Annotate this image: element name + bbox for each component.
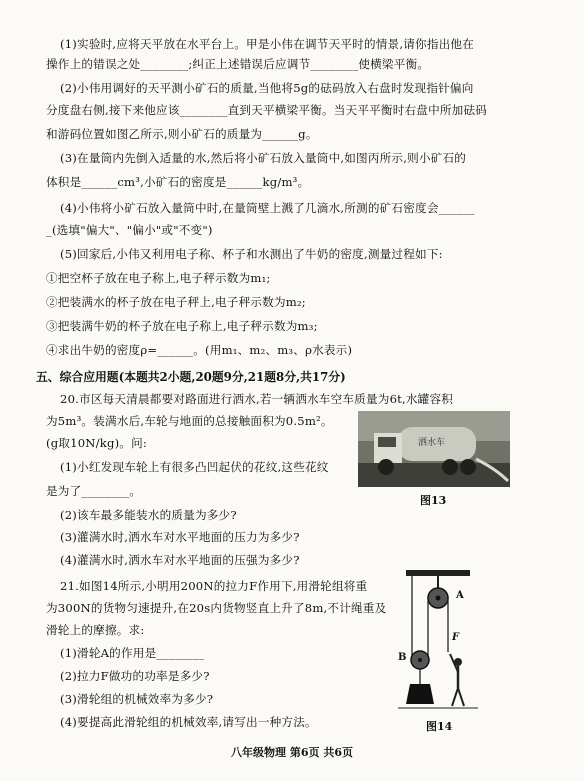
- q20-line: (3)灌满水时,洒水车对水平地面的压力为多少?: [60, 530, 300, 544]
- q20-line: (4)灌满水时,洒水车对水平地面的压强为多少?: [60, 553, 300, 567]
- q21-line: 滑轮上的摩擦。求:: [46, 623, 145, 637]
- truck-label: 洒水车: [418, 438, 446, 448]
- q21-line: 21.如图14所示,小明用200N的拉力F作用下,用滑轮组将重: [60, 579, 368, 593]
- q21-line: (2)拉力F做功的功率是多少?: [60, 669, 210, 683]
- q21-line: (4)要提高此滑轮组的机械效率,请写出一种方法。: [60, 715, 317, 729]
- q20-line: (1)小红发现车轮上有很多凸凹起伏的花纹,这些花纹: [60, 460, 329, 474]
- q21-line: 为300N的货物匀速提升,在20s内货物竖直上升了8m,不计绳重及: [46, 601, 387, 615]
- q2-line: (2)小伟用调好的天平测小矿石的质量,当他将5g的砝码放入右盘时发现指针偏向: [60, 81, 474, 95]
- figure-13-caption: 图13: [420, 494, 447, 507]
- q3-line-cont: 体积是______cm³,小矿石的密度是______kg/m³。: [46, 175, 310, 189]
- q20-line: 为5m³。装满水后,车轮与地面的总接触面积为0.5m²。: [46, 414, 333, 428]
- q5-step2: ②把装满水的杯子放在电子秤上,电子秤示数为m₂;: [46, 295, 306, 309]
- page-footer: 八年级物理 第6页 共6页: [231, 746, 353, 759]
- pulley-a-label: A: [456, 590, 464, 601]
- q4-line-cont: _(选填"偏大"、"偏小"或"不变"): [46, 223, 213, 237]
- q5-step4: ④求出牛奶的密度ρ=______。(用m₁、m₂、m₃、ρ水表示): [46, 343, 353, 357]
- figure-14-caption: 图14: [426, 720, 453, 733]
- q3-line: (3)在量筒内先倒入适量的水,然后将小矿石放入量筒中,如图丙所示,则小矿石的: [60, 151, 467, 165]
- q20-line: 是为了________。: [46, 484, 142, 498]
- figure-13-truck-photo: [358, 411, 510, 487]
- q5-step3: ③把装满牛奶的杯子放在电子称上,电子秤示数为m₃;: [46, 319, 318, 333]
- q5-step1: ①把空杯子放在电子称上,电子秤示数为m₁;: [46, 271, 271, 285]
- force-f-label: F: [452, 632, 460, 643]
- q20-line: (g取10N/kg)。问:: [46, 436, 148, 450]
- q2-line-cont: 分度盘右侧,接下来他应该________直到天平横梁平衡。当天平平衡时右盘中所加砝码: [46, 103, 488, 117]
- q20-line: (2)该车最多能装水的质量为多少?: [60, 508, 237, 522]
- q2-line-end: 和游码位置如图乙所示,则小矿石的质量为______g。: [46, 127, 318, 141]
- q1-line: (1)实验时,应将天平放在水平台上。甲是小伟在调节天平时的情景,请你指出他在: [60, 37, 474, 51]
- section-title: 五、综合应用题(本题共2小题,20题9分,21题8分,共17分): [36, 370, 346, 384]
- pulley-b-label: B: [398, 652, 407, 663]
- q5-line: (5)回家后,小伟又利用电子称、杯子和水测出了牛奶的密度,测量过程如下:: [60, 247, 443, 261]
- q4-line: (4)小伟将小矿石放入量筒中时,在量筒壁上溅了几滴水,所测的矿石密度会______: [60, 201, 475, 215]
- q1-line-cont: 操作上的错误之处________;纠正上述错误后应调节________使横梁平衡。: [46, 57, 430, 71]
- figure-14-pulley-diagram: [398, 566, 478, 716]
- q21-line: (1)滑轮A的作用是________: [60, 646, 205, 660]
- q20-line: 20.市区每天清晨都要对路面进行洒水,若一辆洒水车空车质量为6t,水罐容积: [60, 392, 454, 406]
- q21-line: (3)滑轮组的机械效率为多少?: [60, 692, 214, 706]
